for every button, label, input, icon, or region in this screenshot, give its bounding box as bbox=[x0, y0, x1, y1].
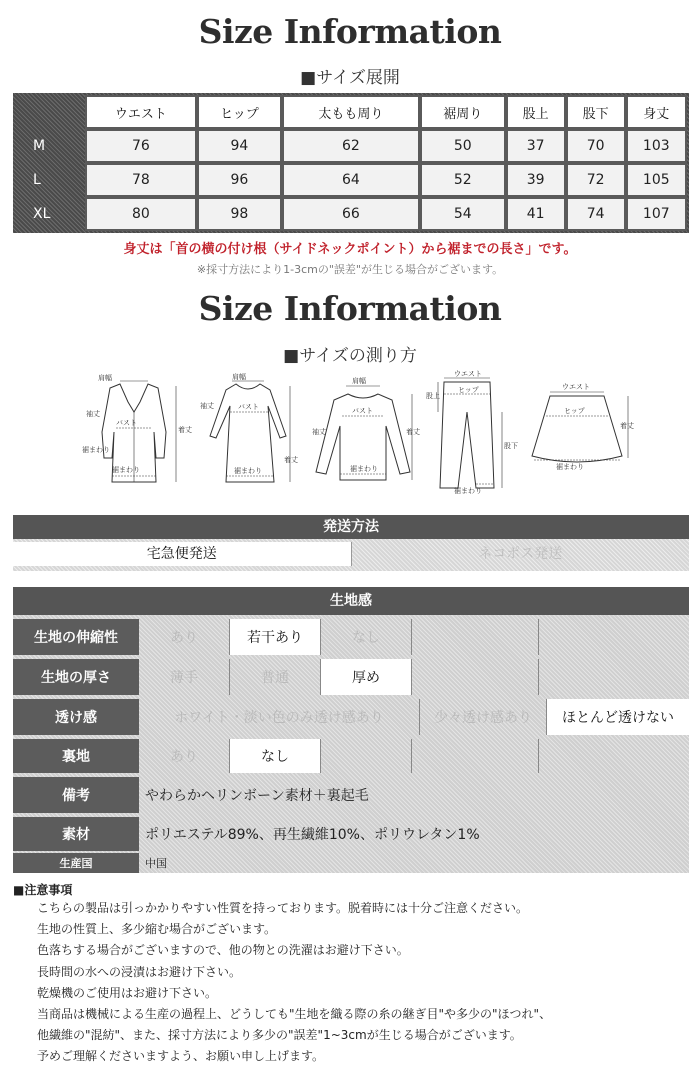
empty-cell bbox=[411, 659, 538, 695]
size-table-corner bbox=[15, 95, 85, 129]
fabric-row-remarks bbox=[13, 777, 689, 813]
length-label: 着丈 bbox=[620, 422, 634, 430]
shipping-panel bbox=[13, 515, 689, 571]
fabric-row-origin bbox=[13, 853, 689, 873]
sleeve-label: 袖丈 bbox=[312, 428, 326, 436]
caution-line: 当商品は機械による生産の過程上、どうしても"生地を織る際の糸の継ぎ目"や多少の"ほつれ"、 bbox=[37, 1007, 552, 1022]
size-header-waist: ウエスト bbox=[85, 95, 197, 129]
top-diagram bbox=[308, 372, 418, 494]
size-cell: 105 bbox=[626, 163, 687, 197]
hem-label: 裾まわり bbox=[454, 487, 482, 495]
cuff-label: 裾まわり bbox=[82, 446, 110, 454]
fabric-row-material bbox=[13, 817, 689, 851]
empty-cell bbox=[411, 619, 538, 655]
size-cell: 72 bbox=[566, 163, 626, 197]
stretch-option-no: なし bbox=[320, 619, 411, 655]
fabric-row-sheerness bbox=[13, 699, 689, 735]
length-label: 着丈 bbox=[406, 428, 420, 436]
size-header-length: 身丈 bbox=[626, 95, 687, 129]
size-cell: 78 bbox=[85, 163, 197, 197]
bust-label: バスト bbox=[352, 407, 373, 415]
coat-diagram bbox=[80, 372, 190, 494]
shipping-option-nekopos: ネコポス発送 bbox=[351, 542, 690, 566]
size-header-hem: 裾周り bbox=[420, 95, 506, 129]
size-label: M bbox=[33, 138, 46, 154]
caution-line: 生地の性質上、多少縮む場合がございます。 bbox=[37, 922, 277, 937]
dress-diagram bbox=[198, 372, 298, 494]
empty-cell bbox=[538, 659, 689, 695]
size-label: L bbox=[33, 172, 41, 188]
size-cell: 66 bbox=[282, 197, 420, 231]
bust-label: バスト bbox=[116, 419, 137, 427]
lining-option-yes: あり bbox=[170, 749, 198, 765]
size-cell: 41 bbox=[506, 197, 566, 231]
stretch-label: 生地の伸縮性 bbox=[13, 619, 139, 655]
size-cell: 64 bbox=[282, 163, 420, 197]
material-label: 素材 bbox=[13, 817, 139, 851]
size-cell: 107 bbox=[626, 197, 687, 231]
size-cell: 76 bbox=[85, 129, 197, 163]
caution-line: 色落ちする場合がございますので、他の物との洗濯はお避け下さい。 bbox=[37, 943, 409, 958]
fabric-row-stretch bbox=[13, 619, 689, 655]
sheerness-option-none: ほとんど透けない bbox=[546, 699, 689, 735]
length-label: 着丈 bbox=[284, 456, 298, 464]
size-header-rise: 股上 bbox=[506, 95, 566, 129]
rise-label: 股上 bbox=[426, 392, 440, 400]
size-cell: 80 bbox=[85, 197, 197, 231]
caution-line: 長時間の水への浸漬はお避け下さい。 bbox=[37, 964, 242, 979]
size-cell: 103 bbox=[626, 129, 687, 163]
waist-label: ウエスト bbox=[562, 383, 590, 391]
remarks-value: やわらかヘリンボーン素材＋裏起毛 bbox=[145, 788, 369, 804]
shipping-option-takkyubin: 宅急便発送 bbox=[13, 542, 351, 566]
size-cell: 96 bbox=[197, 163, 282, 197]
section-title: Size Information bbox=[198, 289, 502, 328]
size-cell: 74 bbox=[566, 197, 626, 231]
empty-cell bbox=[320, 739, 411, 773]
length-label: 着丈 bbox=[178, 426, 192, 434]
lining-label: 裏地 bbox=[13, 739, 139, 773]
size-cell: 98 bbox=[197, 197, 282, 231]
size-row-xl bbox=[15, 197, 687, 231]
fabric-row-thickness bbox=[13, 659, 689, 695]
size-label: XL bbox=[33, 206, 51, 222]
size-cell: 94 bbox=[197, 129, 282, 163]
size-cell: 54 bbox=[420, 197, 506, 231]
caution-heading: ■注意事項 bbox=[13, 883, 73, 897]
measure-section-heading: ■サイズの測り方 bbox=[283, 346, 417, 366]
shoulder-label: 肩幅 bbox=[352, 377, 366, 385]
size-row-m bbox=[15, 129, 687, 163]
lining-option-no: なし bbox=[229, 739, 320, 773]
caution-line: 予めご理解くださいますよう、お願い申し上げます。 bbox=[37, 1049, 325, 1064]
hip-label: ヒップ bbox=[458, 386, 479, 394]
remarks-label: 備考 bbox=[13, 777, 139, 813]
size-cell: 62 bbox=[282, 129, 420, 163]
empty-cell bbox=[538, 619, 689, 655]
sheerness-option-slight: 少々透け感あり bbox=[419, 699, 546, 735]
size-header-thigh: 太もも周り bbox=[282, 95, 420, 129]
hem-label: 裾まわり bbox=[350, 465, 378, 473]
size-table bbox=[13, 93, 689, 233]
size-cell: 52 bbox=[420, 163, 506, 197]
empty-cell bbox=[411, 739, 538, 773]
length-definition-note: 身丈は「首の横の付け根（サイドネックポイント）から裾までの長さ」です。 bbox=[123, 242, 577, 257]
pants-diagram bbox=[424, 370, 518, 495]
caution-line: 他繊維の"混紡"、また、採寸方法により多少の"誤差"1~3cmが生じる場合がございます。 bbox=[37, 1028, 522, 1043]
size-header-hip: ヒップ bbox=[197, 95, 282, 129]
origin-label: 生産国 bbox=[13, 853, 139, 873]
shipping-heading: 発送方法 bbox=[13, 515, 689, 539]
empty-cell bbox=[538, 739, 689, 773]
fabric-panel bbox=[13, 587, 689, 873]
hem-label: 裾まわり bbox=[556, 463, 584, 471]
size-header-inseam: 股下 bbox=[566, 95, 626, 129]
fabric-heading: 生地感 bbox=[13, 587, 689, 615]
thickness-option-normal: 普通 bbox=[229, 659, 320, 695]
size-row-l bbox=[15, 163, 687, 197]
fabric-row-lining bbox=[13, 739, 689, 773]
shoulder-label: 肩幅 bbox=[232, 373, 246, 381]
size-cell: 50 bbox=[420, 129, 506, 163]
thickness-option-thin: 薄手 bbox=[170, 670, 198, 686]
waist-label: ウエスト bbox=[454, 370, 482, 378]
caution-line: こちらの製品は引っかかりやすい性質を持っております。脱着時には十分ご注意ください。 bbox=[37, 901, 529, 915]
thickness-option-thick: 厚め bbox=[320, 659, 411, 695]
thickness-label: 生地の厚さ bbox=[13, 659, 139, 695]
sleeve-label: 袖丈 bbox=[200, 402, 214, 410]
sheerness-option-light-colors: ホワイト・淡い色のみ透け感あり bbox=[174, 710, 384, 726]
hem-label: 裾まわり bbox=[234, 467, 262, 475]
skirt-diagram bbox=[524, 372, 634, 494]
hip-label: ヒップ bbox=[564, 407, 585, 415]
shoulder-label: 肩幅 bbox=[98, 374, 112, 382]
caution-line: 乾燥機のご使用はお避け下さい。 bbox=[37, 985, 218, 1000]
hem-label: 裾まわり bbox=[112, 466, 140, 474]
size-cell: 39 bbox=[506, 163, 566, 197]
stretch-option-slight: 若干あり bbox=[229, 619, 320, 655]
page-title: Size Information bbox=[198, 12, 502, 51]
size-cell: 70 bbox=[566, 129, 626, 163]
stretch-option-yes: あり bbox=[170, 630, 198, 646]
origin-value: 中国 bbox=[145, 857, 167, 870]
size-section-heading: ■サイズ展開 bbox=[300, 68, 400, 88]
inseam-label: 股下 bbox=[504, 442, 518, 450]
sheerness-label: 透け感 bbox=[13, 699, 139, 735]
caution-notes bbox=[13, 881, 689, 1068]
size-cell: 37 bbox=[506, 129, 566, 163]
sleeve-label: 袖丈 bbox=[86, 410, 100, 418]
material-value: ポリエステル89%、再生繊維10%、ポリウレタン1% bbox=[145, 827, 480, 843]
bust-label: バスト bbox=[238, 403, 259, 411]
measurement-error-note: ※採寸方法により1-3cmの"誤差"が生じる場合がございます。 bbox=[196, 263, 504, 276]
